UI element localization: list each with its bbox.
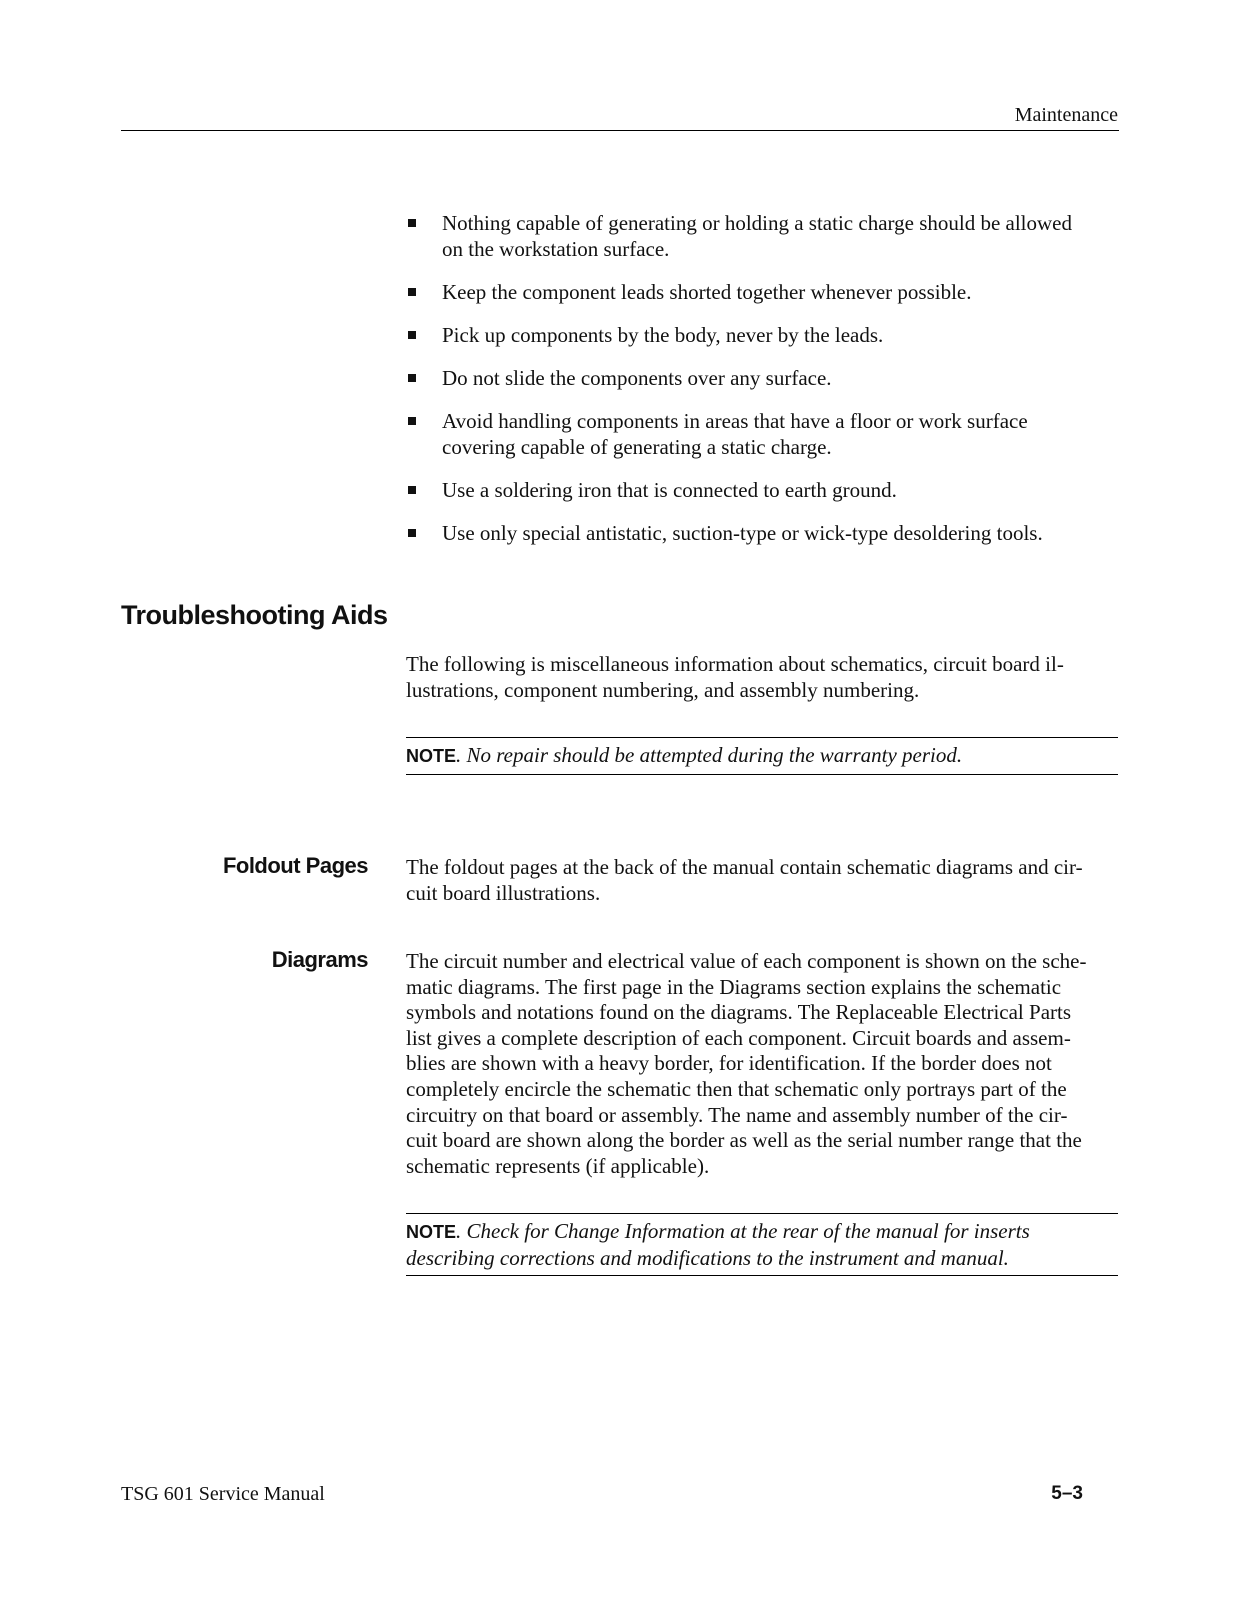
bullet-square-icon (408, 288, 416, 296)
text-line: blies are shown with a heavy border, for identification. If the border does not (406, 1051, 1052, 1076)
text-line: lustrations, component numbering, and assembly numbering. (406, 677, 920, 702)
note-label: NOTE (406, 1222, 457, 1242)
text-line: symbols and notations found on the diagrams. The Replaceable Electrical Parts (406, 1000, 1072, 1025)
header-rule (121, 130, 1119, 131)
change-info-note (406, 1213, 1118, 1276)
subheading-diagrams: Diagrams (271, 947, 368, 972)
text-line: Use only special antistatic, suction-type or wick-type desoldering tools. (442, 521, 1043, 545)
esd-precautions-list (406, 210, 1118, 563)
running-header: Maintenance (1014, 104, 1118, 126)
note-text: . No repair should be attempted during the warranty period. (456, 743, 963, 767)
bullet-square-icon (408, 417, 416, 425)
page-number: 5–3 (1051, 1483, 1083, 1504)
footer-manual-title: TSG 601 Service Manual (121, 1483, 325, 1505)
text-line: completely encircle the schematic then that schematic only portrays part of the (406, 1076, 1067, 1101)
subheading-foldout-pages: Foldout Pages (222, 853, 368, 878)
text-line: Keep the component leads shorted together whenever possible. (442, 280, 972, 304)
diagrams-paragraph (406, 949, 1118, 1179)
text-line: Use a soldering iron that is connected to earth ground. (442, 478, 897, 502)
text-line: Nothing capable of generating or holding a static charge should be allowed (442, 211, 1072, 235)
text-line: schematic represents (if applicable). (406, 1153, 710, 1178)
bullet-square-icon (408, 331, 416, 339)
bullet-item (406, 210, 1118, 262)
bullet-square-icon (408, 219, 416, 227)
note-text: . Check for Change Information at the rear of the manual for inserts (456, 1219, 1030, 1243)
text-line: covering capable of generating a static charge. (442, 435, 832, 459)
bullet-item (406, 520, 1118, 546)
bullet-item (406, 408, 1118, 460)
bullet-item (406, 279, 1118, 305)
text-line: list gives a complete description of each component. Circuit boards and assem- (406, 1025, 1071, 1050)
note-label: NOTE (406, 746, 457, 766)
text-line: The circuit number and electrical value of each component is shown on the sche- (406, 949, 1087, 973)
text-line: Pick up components by the body, never by the leads. (442, 323, 884, 347)
section-heading: Troubleshooting Aids (121, 600, 388, 630)
foldout-paragraph (406, 855, 1118, 906)
text-line: cuit board are shown along the border as well as the serial number range that the (406, 1128, 1082, 1153)
bullet-item (406, 322, 1118, 348)
bullet-square-icon (408, 486, 416, 494)
bullet-item (406, 477, 1118, 503)
text-line: on the workstation surface. (442, 237, 670, 261)
text-line: circuitry on that board or assembly. The name and assembly number of the cir- (406, 1102, 1068, 1127)
text-line: Do not slide the components over any surface. (442, 366, 832, 390)
text-line: matic diagrams. The first page in the Diagrams section explains the schematic (406, 974, 1062, 999)
text-line: Avoid handling components in areas that have a floor or work surface (442, 409, 1028, 433)
text-line: The foldout pages at the back of the manual contain schematic diagrams and cir- (406, 855, 1083, 879)
bullet-item (406, 365, 1118, 391)
bullet-square-icon (408, 374, 416, 382)
bullet-square-icon (408, 529, 416, 537)
text-line: cuit board illustrations. (406, 880, 601, 905)
warranty-note (406, 737, 1118, 775)
text-line: The following is miscellaneous information about schematics, circuit board il- (406, 652, 1064, 676)
intro-paragraph (406, 652, 1118, 703)
note-text: describing corrections and modifications to the instrument and manual. (406, 1245, 1009, 1270)
